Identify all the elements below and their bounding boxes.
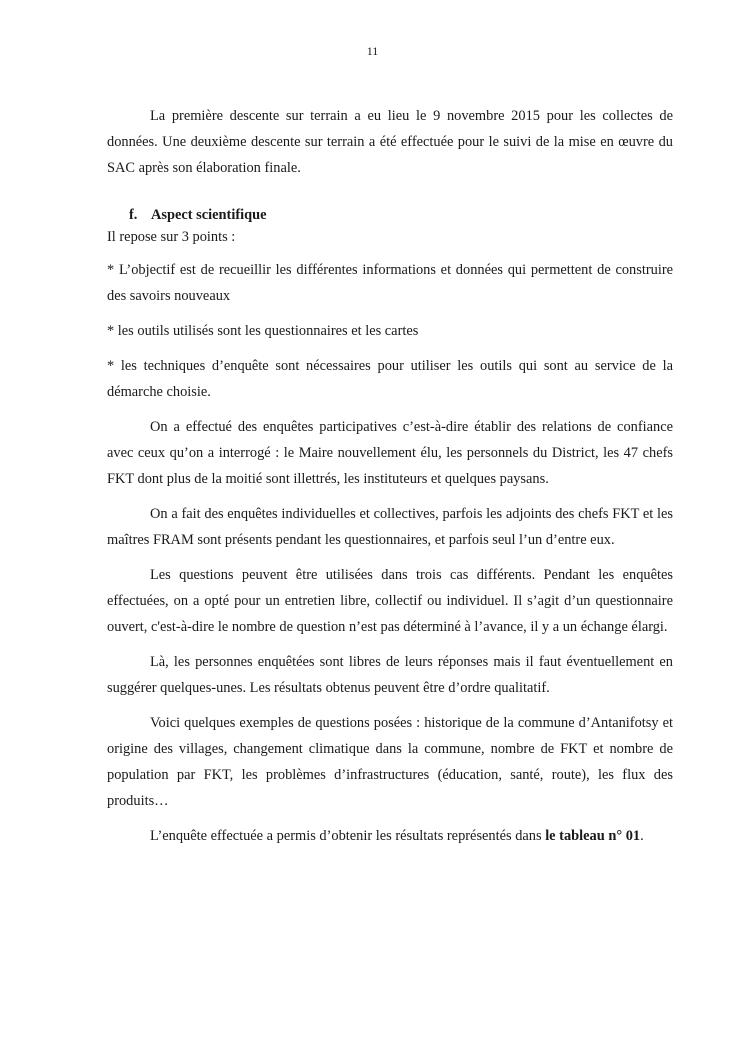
point-techniques: * les techniques d’enquête sont nécessaires pour utiliser les outils qui sont au service de la démarche choisie. bbox=[107, 358, 673, 400]
paragraph-free-answers: Là, les personnes enquêtées sont libres de leurs réponses mais il faut éventuellement en suggérer quelques-unes. Les résultats obtenus peuvent être d’ordre qualitatif. bbox=[107, 654, 673, 696]
page-number: 11 bbox=[366, 44, 379, 58]
section-title: Aspect scientifique bbox=[151, 207, 267, 223]
page-body bbox=[107, 103, 673, 858]
table-reference: le tableau n° 01 bbox=[545, 828, 641, 844]
point-objective: * L’objectif est de recueillir les différentes informations et données qui permettent de construire des savoirs nouveaux bbox=[107, 262, 673, 304]
points-intro: Il repose sur 3 points : bbox=[107, 229, 236, 245]
section-letter: f. bbox=[129, 207, 138, 223]
paragraph-participative-surveys: On a effectué des enquêtes participatives c’est-à-dire établir des relations de confiance avec ceux qu’on a interrogé : le Maire nouvellement élu, les personnels du District, les 47 chefs FKT dont plus de la moitié sont illettrés, les instituteurs et quelques paysans. bbox=[107, 419, 673, 487]
section-heading bbox=[107, 204, 673, 226]
results-end: . bbox=[640, 828, 644, 844]
paragraph-individual-collective: On a fait des enquêtes individuelles et collectives, parfois les adjoints des chefs FKT et les maîtres FRAM sont présents pendant les questionnaires, et parfois seul l’un d’entre eux. bbox=[107, 506, 673, 548]
results-text: L’enquête effectuée a permis d’obtenir les résultats représentés dans bbox=[150, 828, 546, 844]
point-tools: * les outils utilisés sont les questionnaires et les cartes bbox=[107, 323, 419, 339]
paragraph-results bbox=[107, 823, 673, 849]
paragraph-field-visits: La première descente sur terrain a eu lieu le 9 novembre 2015 pour les collectes de données. Une deuxième descente sur terrain a été effectuée pour le suivi de la mise en œuvre du SAC après son élaboration finale. bbox=[107, 108, 673, 176]
paragraph-questions-cases: Les questions peuvent être utilisées dans trois cas différents. Pendant les enquêtes effectuées, on a opté pour un entretien libre, collectif ou individuel. Il s’agit d’un questionnaire ouvert, c'est-à-dire le nombre de question n’est pas déterminé à l’avance, il y a un échange élargi. bbox=[107, 567, 673, 635]
paragraph-question-examples: Voici quelques exemples de questions posées : historique de la commune d’Antanifotsy et origine des villages, changement climatique dans la commune, nombre de FKT et nombre de population par FKT, les problèmes d’infrastructures (éducation, santé, route), les flux des produits… bbox=[107, 715, 673, 809]
